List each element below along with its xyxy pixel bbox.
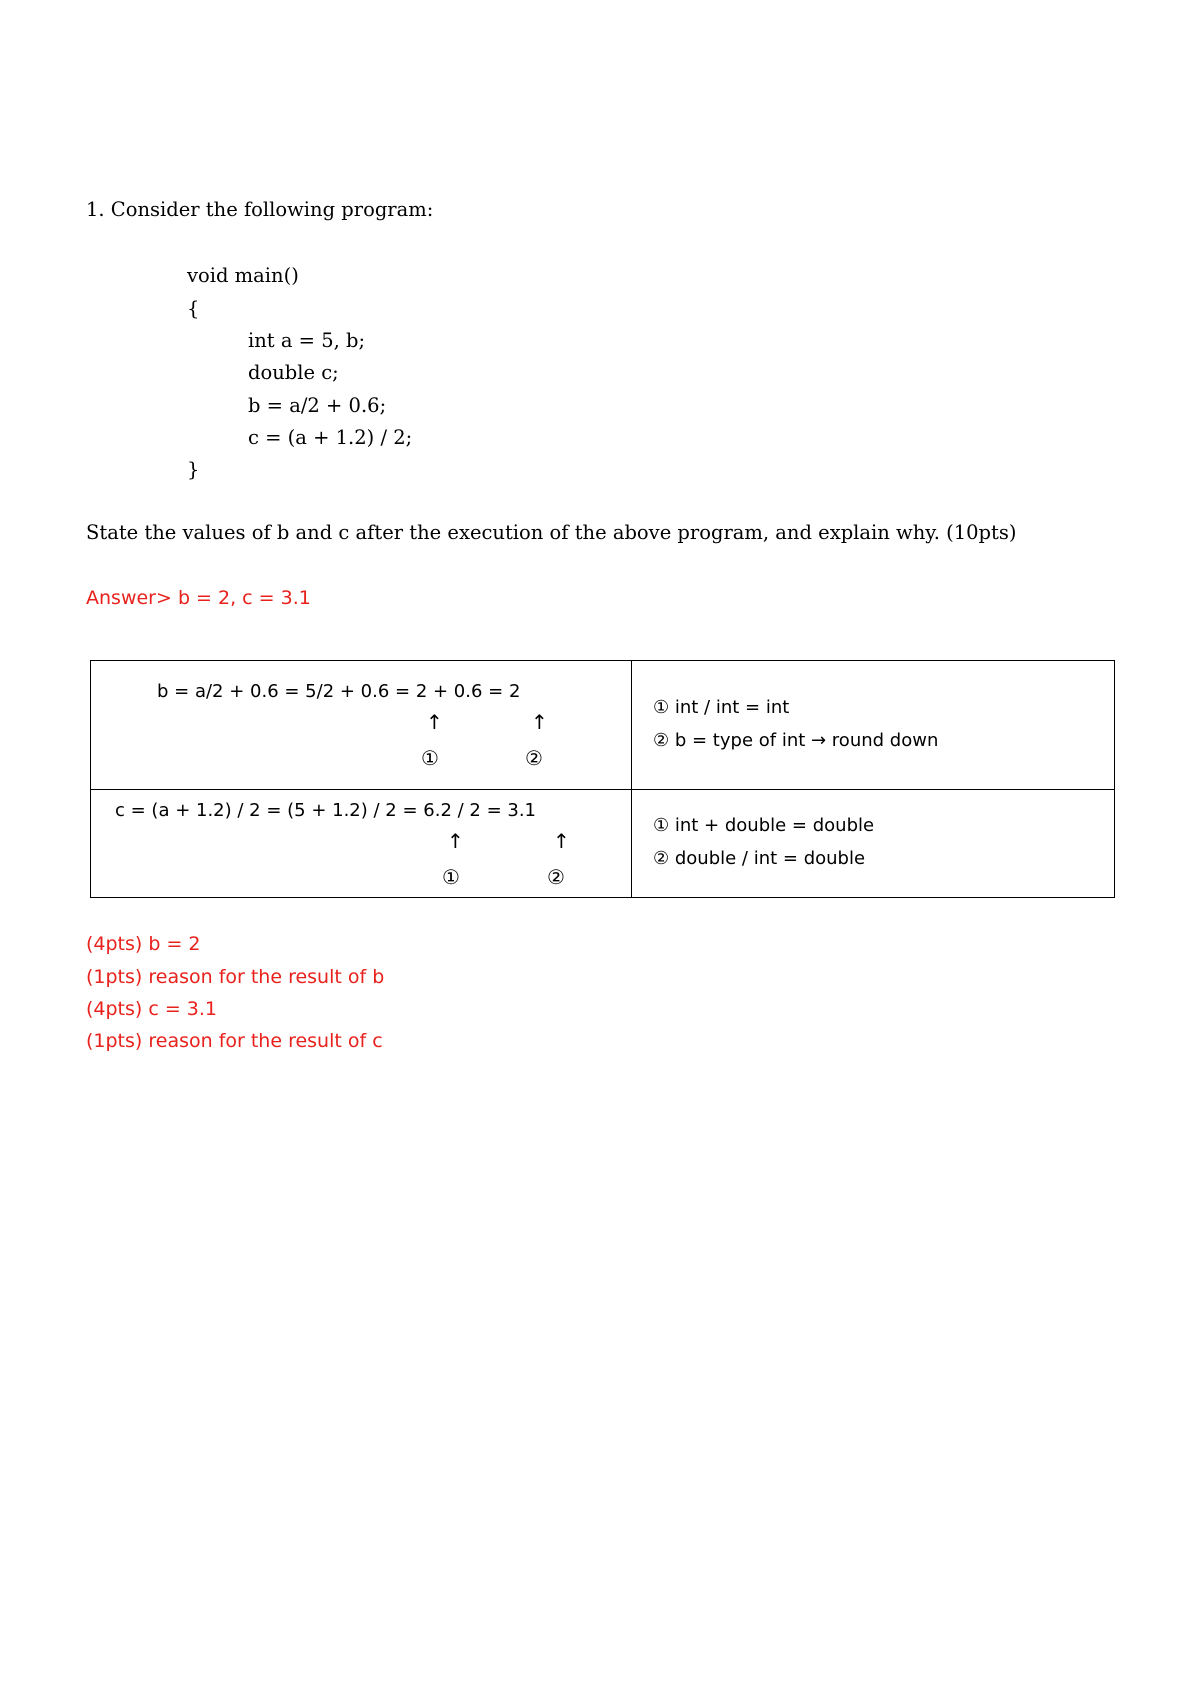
question-title: 1. Consider the following program: xyxy=(86,198,434,221)
code-line: void main() xyxy=(187,264,299,287)
row-b-arrow-2: ↑ xyxy=(531,710,548,734)
code-line: } xyxy=(187,458,200,481)
code-line: int a = 5, b; xyxy=(248,329,366,352)
code-line: b = a/2 + 0.6; xyxy=(248,394,387,417)
row-b-note-1: ① int / int = int xyxy=(653,697,790,718)
explanation-table xyxy=(90,660,1115,898)
scoring-item: (4pts) c = 3.1 xyxy=(86,998,218,1020)
scoring-item: (1pts) reason for the result of c xyxy=(86,1030,383,1052)
code-line: double c; xyxy=(248,361,339,384)
row-b-marker-1: ① xyxy=(421,746,439,770)
question-prompt: State the values of b and c after the execution of the above program, and explain why. (10pts) xyxy=(86,521,1017,544)
row-c-marker-1: ① xyxy=(442,865,460,889)
row-b-expression: b = a/2 + 0.6 = 5/2 + 0.6 = 2 + 0.6 = 2 xyxy=(157,681,521,702)
table-column-divider xyxy=(631,661,632,897)
row-c-expression: c = (a + 1.2) / 2 = (5 + 1.2) / 2 = 6.2 / 2 = 3.1 xyxy=(115,800,537,821)
row-b-marker-2: ② xyxy=(525,746,543,770)
answer-summary: Answer> b = 2, c = 3.1 xyxy=(86,587,311,609)
row-c-note-1: ① int + double = double xyxy=(653,815,875,836)
row-b-arrow-1: ↑ xyxy=(426,710,443,734)
row-c-marker-2: ② xyxy=(547,865,565,889)
code-line: { xyxy=(187,297,200,320)
code-line: c = (a + 1.2) / 2; xyxy=(248,426,413,449)
row-c-note-2: ② double / int = double xyxy=(653,848,866,869)
scoring-item: (1pts) reason for the result of b xyxy=(86,966,385,988)
row-c-arrow-1: ↑ xyxy=(447,829,464,853)
table-row-divider xyxy=(91,789,1114,790)
row-b-note-2: ② b = type of int → round down xyxy=(653,730,939,751)
row-c-arrow-2: ↑ xyxy=(553,829,570,853)
scoring-item: (4pts) b = 2 xyxy=(86,933,201,955)
